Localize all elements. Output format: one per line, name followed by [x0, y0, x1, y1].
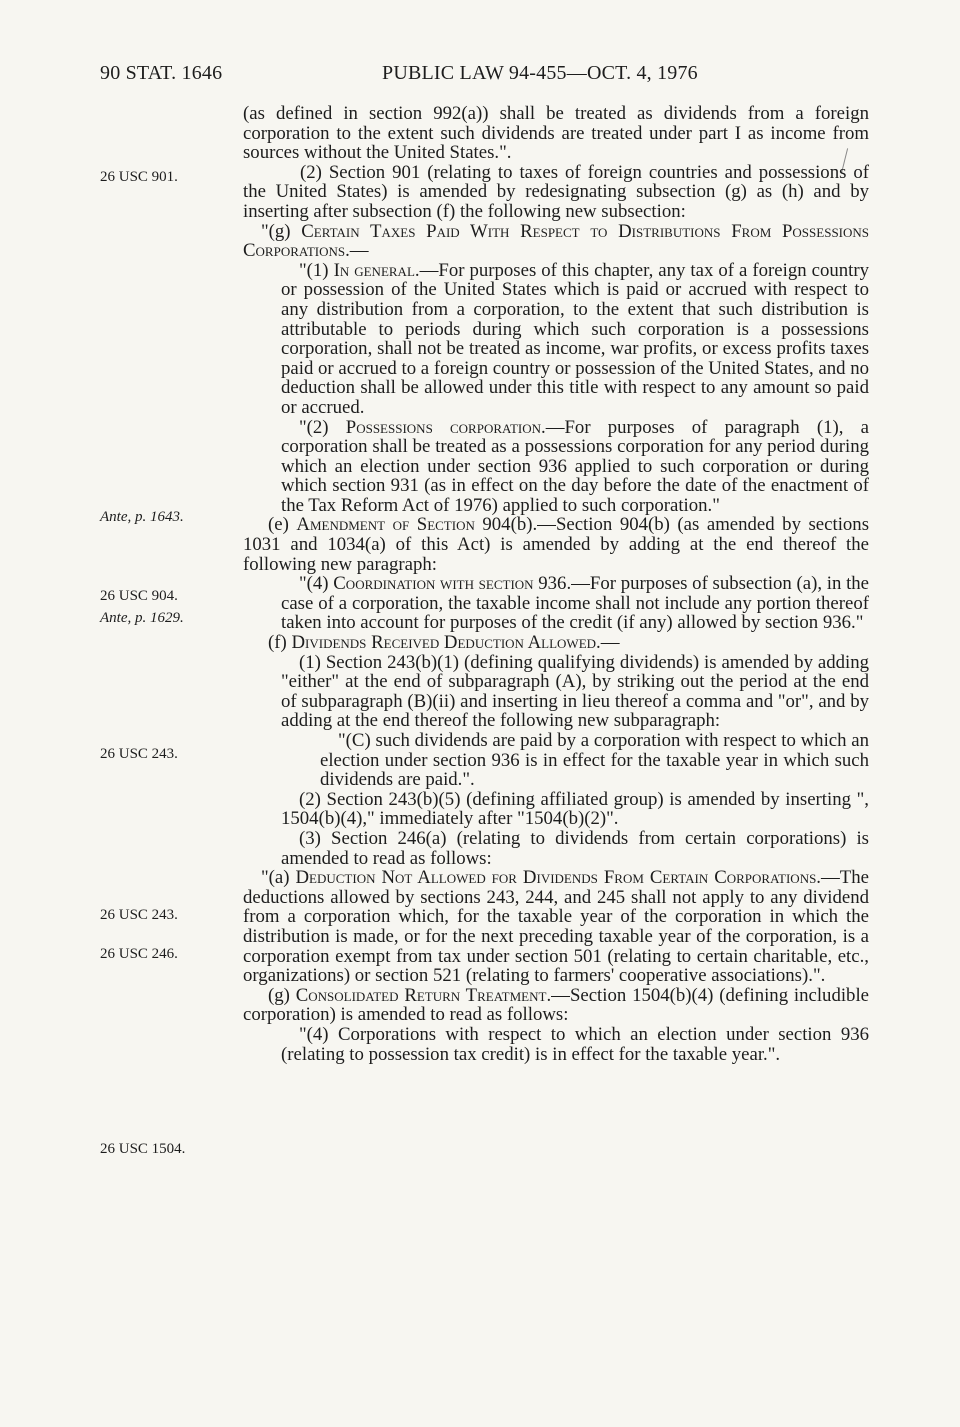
subsection-e-section-904: (e) Amendment of Section 904(b).—Section 904(b) (as amended by sections 1031 and 1034(a) of this Act) is amended by adding at the end thereof the following new paragraph:	[243, 514, 870, 575]
paragraph-4-coordination: "(4) Coordination with section 936.—For purposes of subsection (a), in the case of a corporation, the taxable income shall not include any portion thereof taken into account for purposes of the credit (if any) allowed by section 936."	[281, 573, 870, 634]
page-stat-citation: 90 STAT. 1646	[100, 62, 223, 84]
margin-note-usc-1504: 26 USC 1504.	[100, 1141, 186, 1157]
paragraph-4-corporations: "(4) Corporations with respect to which an election under section 936 (relating to possession tax credit) is in effect for the taxable year.".	[281, 1023, 869, 1065]
subsection-f-heading: (f) Dividends Received Deduction Allowed.—	[268, 632, 620, 654]
paragraph-f3-section-246: (3) Section 246(a) (relating to dividends from certain corporations) is amended to read as follows:	[281, 827, 869, 869]
subsection-g-heading: "(g) Certain Taxes Paid With Respect to Distributions From Possessions Corporations.—	[243, 220, 870, 262]
subparagraph-c: "(C) such dividends are paid by a corporation with respect to which an election under section 936 is in effect for the taxable year in which such dividends are paid.".	[320, 730, 869, 791]
statute-body	[243, 104, 869, 1064]
subsection-g-consolidated-return: (g) Consolidated Return Treatment.—Section 1504(b)(4) (defining includible corporation) is amended to read as follows:	[243, 984, 870, 1026]
paragraph-section-901: (2) Section 901 (relating to taxes of foreign countries and possessions of the United States) is amended by redesignating subsection (g) as (h) and by inserting after subsection (f) the following new subsection:	[243, 161, 869, 222]
margin-note-ante-1643: Ante, p. 1643.	[100, 509, 184, 525]
paragraph-f1-section-243: (1) Section 243(b)(1) (defining qualifying dividends) is amended by adding "either" at the end of subparagraph (A), by striking out the period at the end of subparagraph (B)(ii) and inserting in lieu thereof a comma and "or", and by adding at the end thereof the following new subparagraph:	[281, 651, 869, 732]
page-running-head: PUBLIC LAW 94-455—OCT. 4, 1976	[382, 62, 698, 84]
margin-note-usc-243-b: 26 USC 243.	[100, 907, 178, 923]
margin-note-usc-243-a: 26 USC 243.	[100, 746, 178, 762]
margin-note-ante-1629: Ante, p. 1629.	[100, 610, 184, 626]
paragraph-2-possessions-corporation: "(2) Possessions corporation.—For purposes of paragraph (1), a corporation shall be treated as a possessions corporation for any period during which an election under section 936 applied to such corporation or during which section 931 (as in effect on the day before the date of the enactment of the Tax Reform Act of 1976) applied to such corporation."	[281, 416, 869, 516]
paragraph-continuation: (as defined in section 992(a)) shall be treated as dividends from a foreign corporation to the extent such dividends are treated under part I as income from sources without the United States.".	[243, 103, 869, 164]
paragraph-1-in-general: "(1) In general.—For purposes of this chapter, any tax of a foreign country or possession of the United States which is paid or accrued with respect to any distribution from a corporation, to the extent that such distribution is attributable to periods during which such corporation is a possessions corporation, shall not be treated as income, war profits, or excess profits taxes paid or accrued to a foreign country or possession of the United States, and no deduction shall be allowed under this title with respect to any amount so paid or accrued.	[281, 259, 869, 418]
margin-note-usc-901: 26 USC 901.	[100, 169, 178, 185]
paragraph-f2-section-243: (2) Section 243(b)(5) (defining affiliated group) is amended by inserting ", 1504(b)(4)," immediately after "1504(b)(2)".	[281, 788, 869, 830]
subsection-a-deduction-not-allowed: "(a) Deduction Not Allowed for Dividends From Certain Corporations.—The deductions allowed by sections 243, 244, and 245 shall not apply to any dividend from a corporation which, for the taxable year of the corporation in which the distribution is made, or for the next preceding taxable year of the corporation, is a corporation exempt from tax under section 501 (relating to certain charitable, etc., organizations) or section 521 (relating to farmers' cooperative associations).".	[243, 867, 869, 987]
margin-note-usc-246: 26 USC 246.	[100, 946, 178, 962]
margin-note-usc-904: 26 USC 904.	[100, 588, 178, 604]
